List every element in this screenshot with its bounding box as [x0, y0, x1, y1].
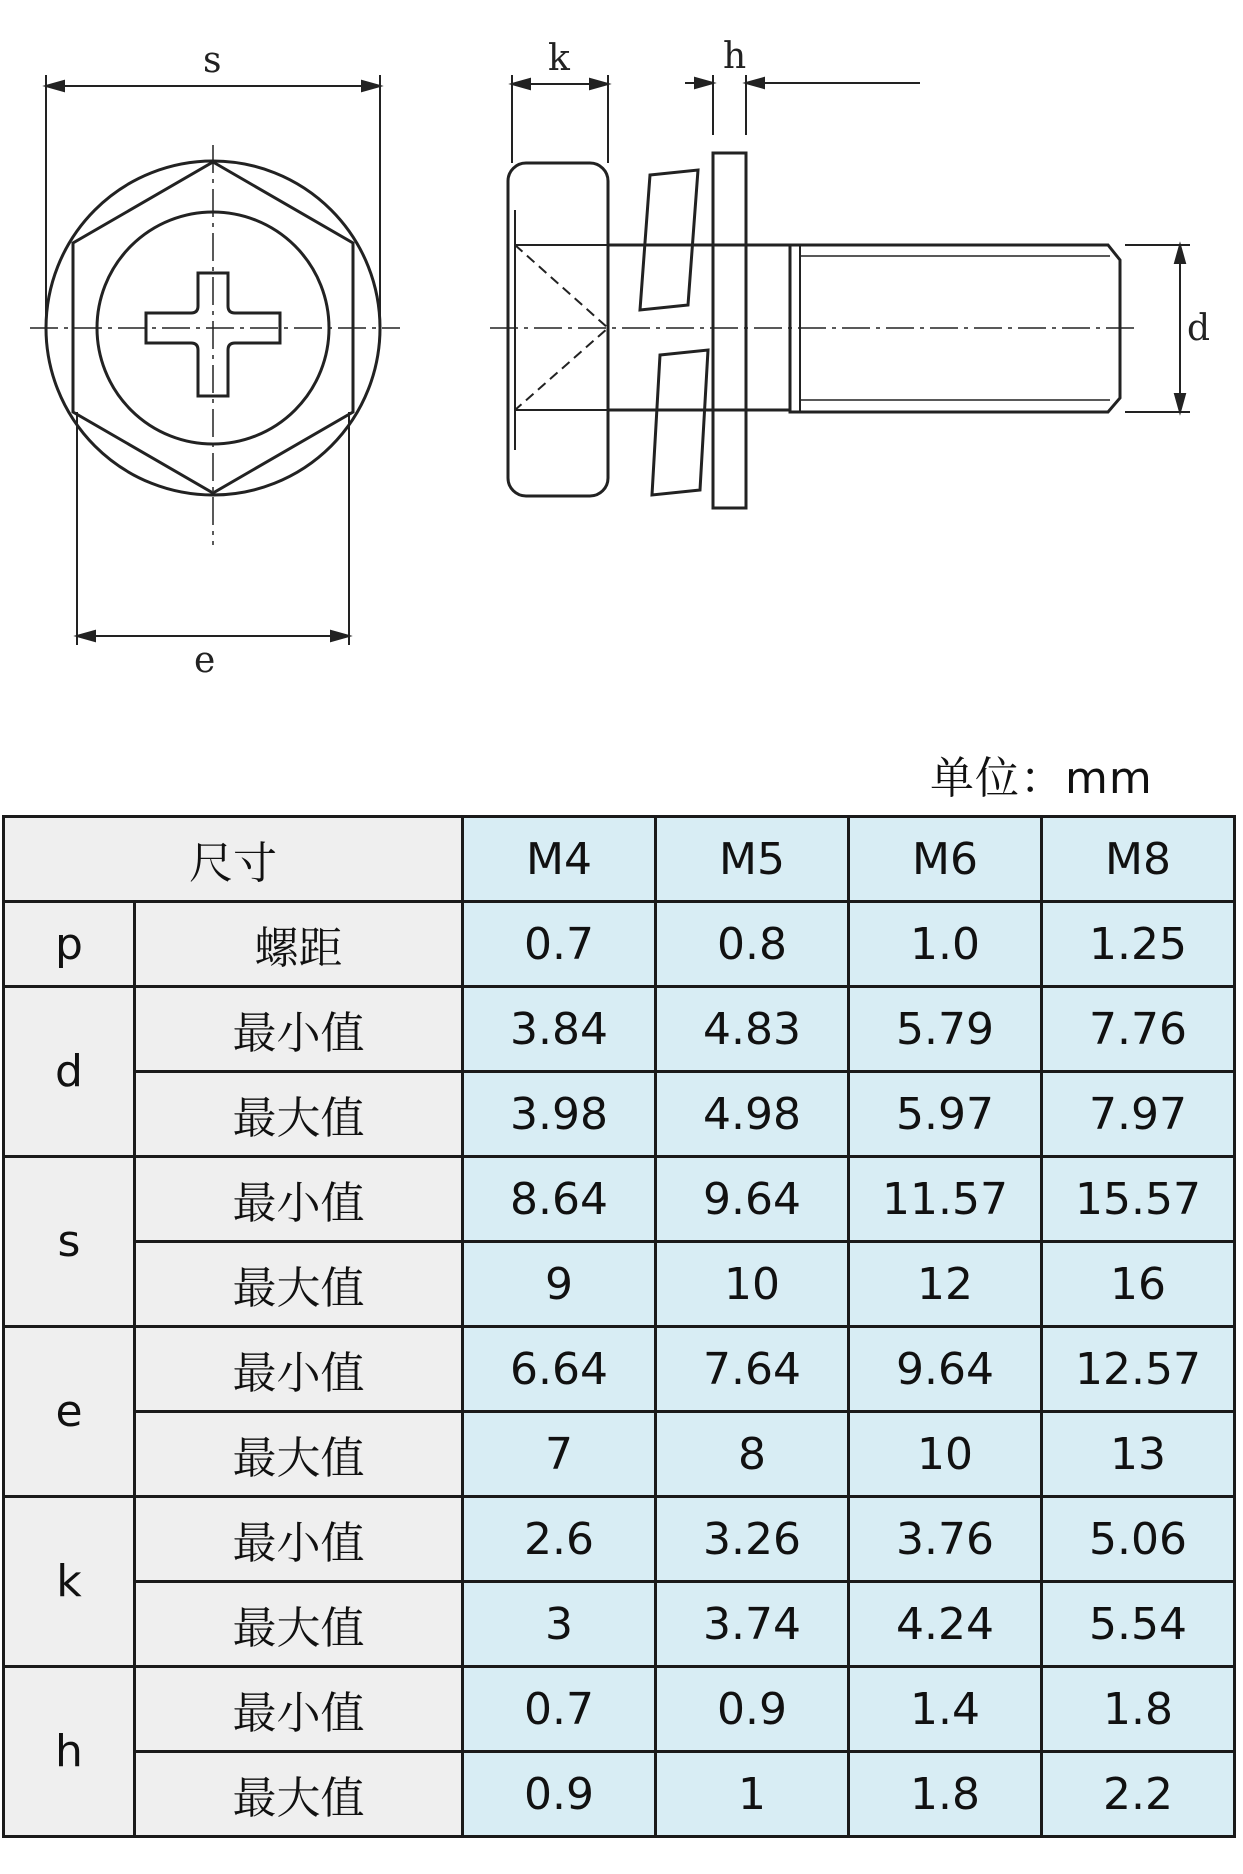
value-cell: 0.8	[656, 902, 849, 987]
value-cell: 4.83	[656, 987, 849, 1072]
table-row	[4, 902, 1235, 987]
header-size-m8: M8	[1042, 817, 1235, 902]
value-cell: 7.76	[1042, 987, 1235, 1072]
row-symbol-h: h	[4, 1667, 135, 1837]
value-cell: 1.8	[849, 1752, 1042, 1837]
row-label: 最小值	[135, 1157, 463, 1242]
label-e: e	[194, 640, 216, 681]
value-cell: 9.64	[849, 1327, 1042, 1412]
row-symbol-s: s	[4, 1157, 135, 1327]
row-label: 最大值	[135, 1242, 463, 1327]
label-d: d	[1187, 308, 1211, 349]
table-row	[4, 1072, 1235, 1157]
value-cell: 12.57	[1042, 1327, 1235, 1412]
hex-head-side	[508, 163, 608, 496]
value-cell: 11.57	[849, 1157, 1042, 1242]
value-cell: 5.79	[849, 987, 1042, 1072]
header-size-m6: M6	[849, 817, 1042, 902]
label-k: k	[548, 38, 570, 79]
label-s: s	[203, 40, 222, 81]
flat-washer	[713, 153, 746, 508]
row-symbol-k: k	[4, 1497, 135, 1667]
row-label: 最小值	[135, 1497, 463, 1582]
value-cell: 9.64	[656, 1157, 849, 1242]
dimension-d	[1125, 245, 1190, 412]
screw-technical-drawing	[0, 0, 1243, 700]
value-cell: 5.54	[1042, 1582, 1235, 1667]
value-cell: 10	[849, 1412, 1042, 1497]
value-cell: 3.74	[656, 1582, 849, 1667]
value-cell: 3.76	[849, 1497, 1042, 1582]
row-label: 最小值	[135, 1327, 463, 1412]
value-cell: 2.2	[1042, 1752, 1235, 1837]
value-cell: 10	[656, 1242, 849, 1327]
value-cell: 0.9	[463, 1752, 656, 1837]
unit-label: 单位：mm	[930, 753, 1153, 804]
row-label: 螺距	[135, 902, 463, 987]
table-row	[4, 1157, 1235, 1242]
value-cell: 4.98	[656, 1072, 849, 1157]
value-cell: 15.57	[1042, 1157, 1235, 1242]
label-h: h	[723, 36, 747, 77]
value-cell: 7.64	[656, 1327, 849, 1412]
value-cell: 1	[656, 1752, 849, 1837]
spec-table	[2, 815, 1236, 1838]
value-cell: 8.64	[463, 1157, 656, 1242]
value-cell: 3.26	[656, 1497, 849, 1582]
table-row	[4, 1412, 1235, 1497]
row-label: 最大值	[135, 1412, 463, 1497]
header-size-label: 尺寸	[4, 817, 463, 902]
spring-washer-bottom	[652, 350, 708, 495]
table-row	[4, 1752, 1235, 1837]
value-cell: 2.6	[463, 1497, 656, 1582]
value-cell: 12	[849, 1242, 1042, 1327]
row-symbol-p: p	[4, 902, 135, 987]
dimension-k	[512, 75, 608, 163]
value-cell: 1.25	[1042, 902, 1235, 987]
header-row	[4, 817, 1235, 902]
row-symbol-e: e	[4, 1327, 135, 1497]
value-cell: 0.7	[463, 1667, 656, 1752]
value-cell: 8	[656, 1412, 849, 1497]
table-row	[4, 1497, 1235, 1582]
value-cell: 5.97	[849, 1072, 1042, 1157]
table-row	[4, 1582, 1235, 1667]
value-cell: 16	[1042, 1242, 1235, 1327]
value-cell: 0.9	[656, 1667, 849, 1752]
value-cell: 1.8	[1042, 1667, 1235, 1752]
row-label: 最小值	[135, 1667, 463, 1752]
value-cell: 3.84	[463, 987, 656, 1072]
dimension-h	[685, 75, 920, 135]
header-size-m5: M5	[656, 817, 849, 902]
value-cell: 5.06	[1042, 1497, 1235, 1582]
value-cell: 7	[463, 1412, 656, 1497]
value-cell: 9	[463, 1242, 656, 1327]
spring-washer-top	[640, 170, 698, 310]
value-cell: 3	[463, 1582, 656, 1667]
row-symbol-d: d	[4, 987, 135, 1157]
table-row	[4, 987, 1235, 1072]
header-size-m4: M4	[463, 817, 656, 902]
row-label: 最小值	[135, 987, 463, 1072]
value-cell: 13	[1042, 1412, 1235, 1497]
value-cell: 1.0	[849, 902, 1042, 987]
side-view	[508, 153, 1120, 508]
table-row	[4, 1242, 1235, 1327]
value-cell: 3.98	[463, 1072, 656, 1157]
row-label: 最大值	[135, 1072, 463, 1157]
table-row	[4, 1327, 1235, 1412]
table-row	[4, 1667, 1235, 1752]
value-cell: 7.97	[1042, 1072, 1235, 1157]
row-label: 最大值	[135, 1582, 463, 1667]
value-cell: 4.24	[849, 1582, 1042, 1667]
value-cell: 1.4	[849, 1667, 1042, 1752]
value-cell: 6.64	[463, 1327, 656, 1412]
value-cell: 0.7	[463, 902, 656, 987]
row-label: 最大值	[135, 1752, 463, 1837]
